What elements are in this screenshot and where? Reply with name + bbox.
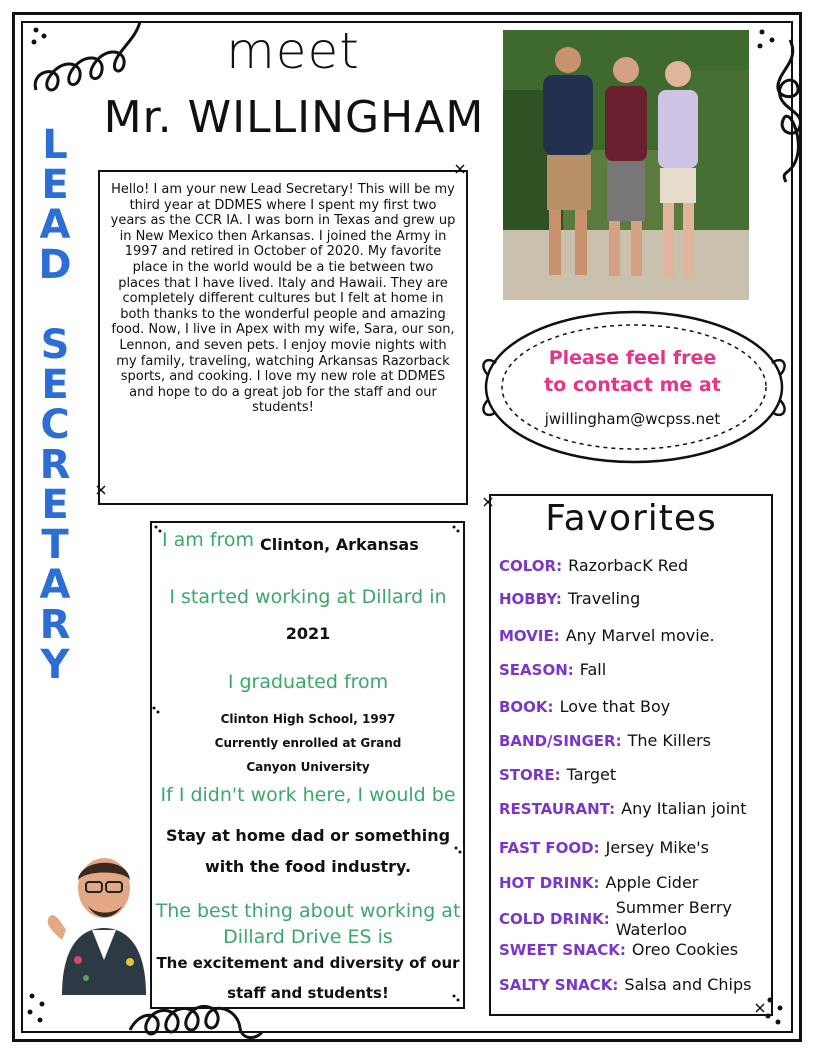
favorite-label: COLOR:: [499, 557, 563, 575]
favorite-label: STORE:: [499, 766, 561, 784]
meet-heading: meet: [226, 22, 360, 80]
alternate-career-line1: Stay at home dad or something: [165, 826, 451, 845]
favorite-row-salty-snack: [499, 975, 751, 994]
best-thing-line1: The excitement and diversity of our: [156, 954, 460, 972]
favorite-row-restaurant: [499, 799, 747, 818]
from-value: Clinton, Arkansas: [260, 535, 419, 554]
favorite-row-movie: [499, 626, 715, 645]
favorite-row-hot-drink: [499, 873, 698, 892]
favorite-label: FAST FOOD:: [499, 839, 600, 857]
favorite-label: BOOK:: [499, 698, 554, 716]
contact-heading-line1: Please feel free: [548, 347, 717, 369]
favorite-value: Salsa and Chips: [624, 975, 752, 994]
favorite-value: Apple Cider: [605, 873, 699, 892]
favorite-value: Traveling: [567, 589, 641, 608]
favorite-label: SEASON:: [499, 661, 574, 679]
from-label: I am from: [162, 529, 255, 551]
graduated-line1: Clinton High School, 1997: [220, 712, 396, 726]
favorite-row-sweet-snack: [499, 940, 738, 959]
vertical-letter: S: [40, 322, 70, 368]
contact-heading-line2: to contact me at: [544, 374, 721, 396]
vertical-letter: E: [41, 482, 69, 528]
favorite-label: BAND/SINGER:: [499, 732, 622, 750]
favorite-value: RazorbacK Red: [568, 556, 689, 575]
vertical-letter: A: [39, 202, 71, 248]
favorite-value: Fall: [579, 660, 607, 679]
started-label: I started working at Dillard in: [169, 586, 447, 608]
favorite-row-store: [499, 765, 616, 784]
favorite-row-fast-food: [499, 838, 709, 857]
graduated-line3: Canyon University: [246, 760, 370, 774]
favorite-row-book: [499, 697, 670, 716]
favorite-label: HOT DRINK:: [499, 874, 600, 892]
vertical-letter: R: [39, 602, 71, 648]
best-thing-line2: staff and students!: [227, 984, 389, 1002]
bio-box: Hello! I am your new Lead Secretary! This will be my third year at DDMES where I spent my first two years as the CCR IA. I was born in Texas and grew up in New Mexico then Arkansas. I joined the Army in 1997 and retired in October of 2020. My favorite place in the world would be a tie between two places that I have lived. Italy and Hawaii. They are completely different cultures but I felt at home in both thanks to the wonderful people and amazing food. Now, I live in Apex with my wife, Sara, our son, Lennon, and seven pets. I enjoy movie nights with my family, traveling, watching Arkansas Razorback sports, and cooking. I love my new role at DDMES and hope to do a great job for the staff and our students!: [98, 170, 468, 505]
favorite-label: SWEET SNACK:: [499, 941, 626, 959]
bitmoji-avatar: [42, 850, 152, 995]
started-value: 2021: [285, 624, 331, 643]
favorite-label: RESTAURANT:: [499, 800, 616, 818]
vertical-letter: E: [41, 362, 69, 408]
favorite-label: HOBBY:: [499, 590, 562, 608]
favorite-value: The Killers: [627, 731, 712, 750]
vertical-letter: R: [39, 442, 71, 488]
favorite-row-hobby: [499, 589, 640, 608]
alternate-career-label: If I didn't work here, I would be: [160, 784, 456, 806]
contact-heading: [505, 345, 760, 399]
favorite-row-season: [499, 660, 606, 679]
vertical-letter: A: [39, 562, 71, 608]
contact-email-link[interactable]: jwillingham@wcpss.net: [544, 410, 721, 428]
favorite-row-band: [499, 731, 711, 750]
teacher-name-heading: Mr. WILLINGHAM: [103, 92, 485, 143]
favorite-label: MOVIE:: [499, 627, 560, 645]
best-thing-label-line2: Dillard Drive ES is: [223, 926, 393, 948]
vertical-letter: Y: [40, 642, 70, 688]
favorite-value: Love that Boy: [559, 697, 671, 716]
favorite-value: Any Italian joint: [621, 799, 747, 818]
favorite-value: Summer Berry Waterloo: [615, 898, 732, 939]
vertical-role-title: [30, 122, 80, 688]
favorite-value: Oreo Cookies: [631, 940, 739, 959]
vertical-letter: T: [41, 522, 69, 568]
favorite-value: Any Marvel movie.: [565, 626, 715, 645]
favorite-value: Target: [566, 765, 617, 784]
favorite-label: SALTY SNACK:: [499, 976, 619, 994]
favorite-row-cold-drink: [499, 897, 744, 941]
favorite-label: COLD DRINK:: [499, 910, 610, 928]
graduated-line2: Currently enrolled at Grand: [214, 736, 402, 750]
favorites-heading: Favorites: [545, 498, 717, 539]
vertical-letter: C: [40, 402, 70, 448]
alternate-career-line2: with the food industry.: [204, 857, 412, 876]
vertical-letter: E: [41, 162, 69, 208]
family-photo: [503, 30, 749, 300]
favorite-value: Jersey Mike's: [605, 838, 709, 857]
favorite-row-color: [499, 556, 688, 575]
vertical-letter: L: [42, 122, 68, 168]
best-thing-label-line1: The best thing about working at: [155, 900, 461, 922]
vertical-letter: D: [38, 242, 72, 288]
graduated-label: I graduated from: [227, 671, 389, 693]
